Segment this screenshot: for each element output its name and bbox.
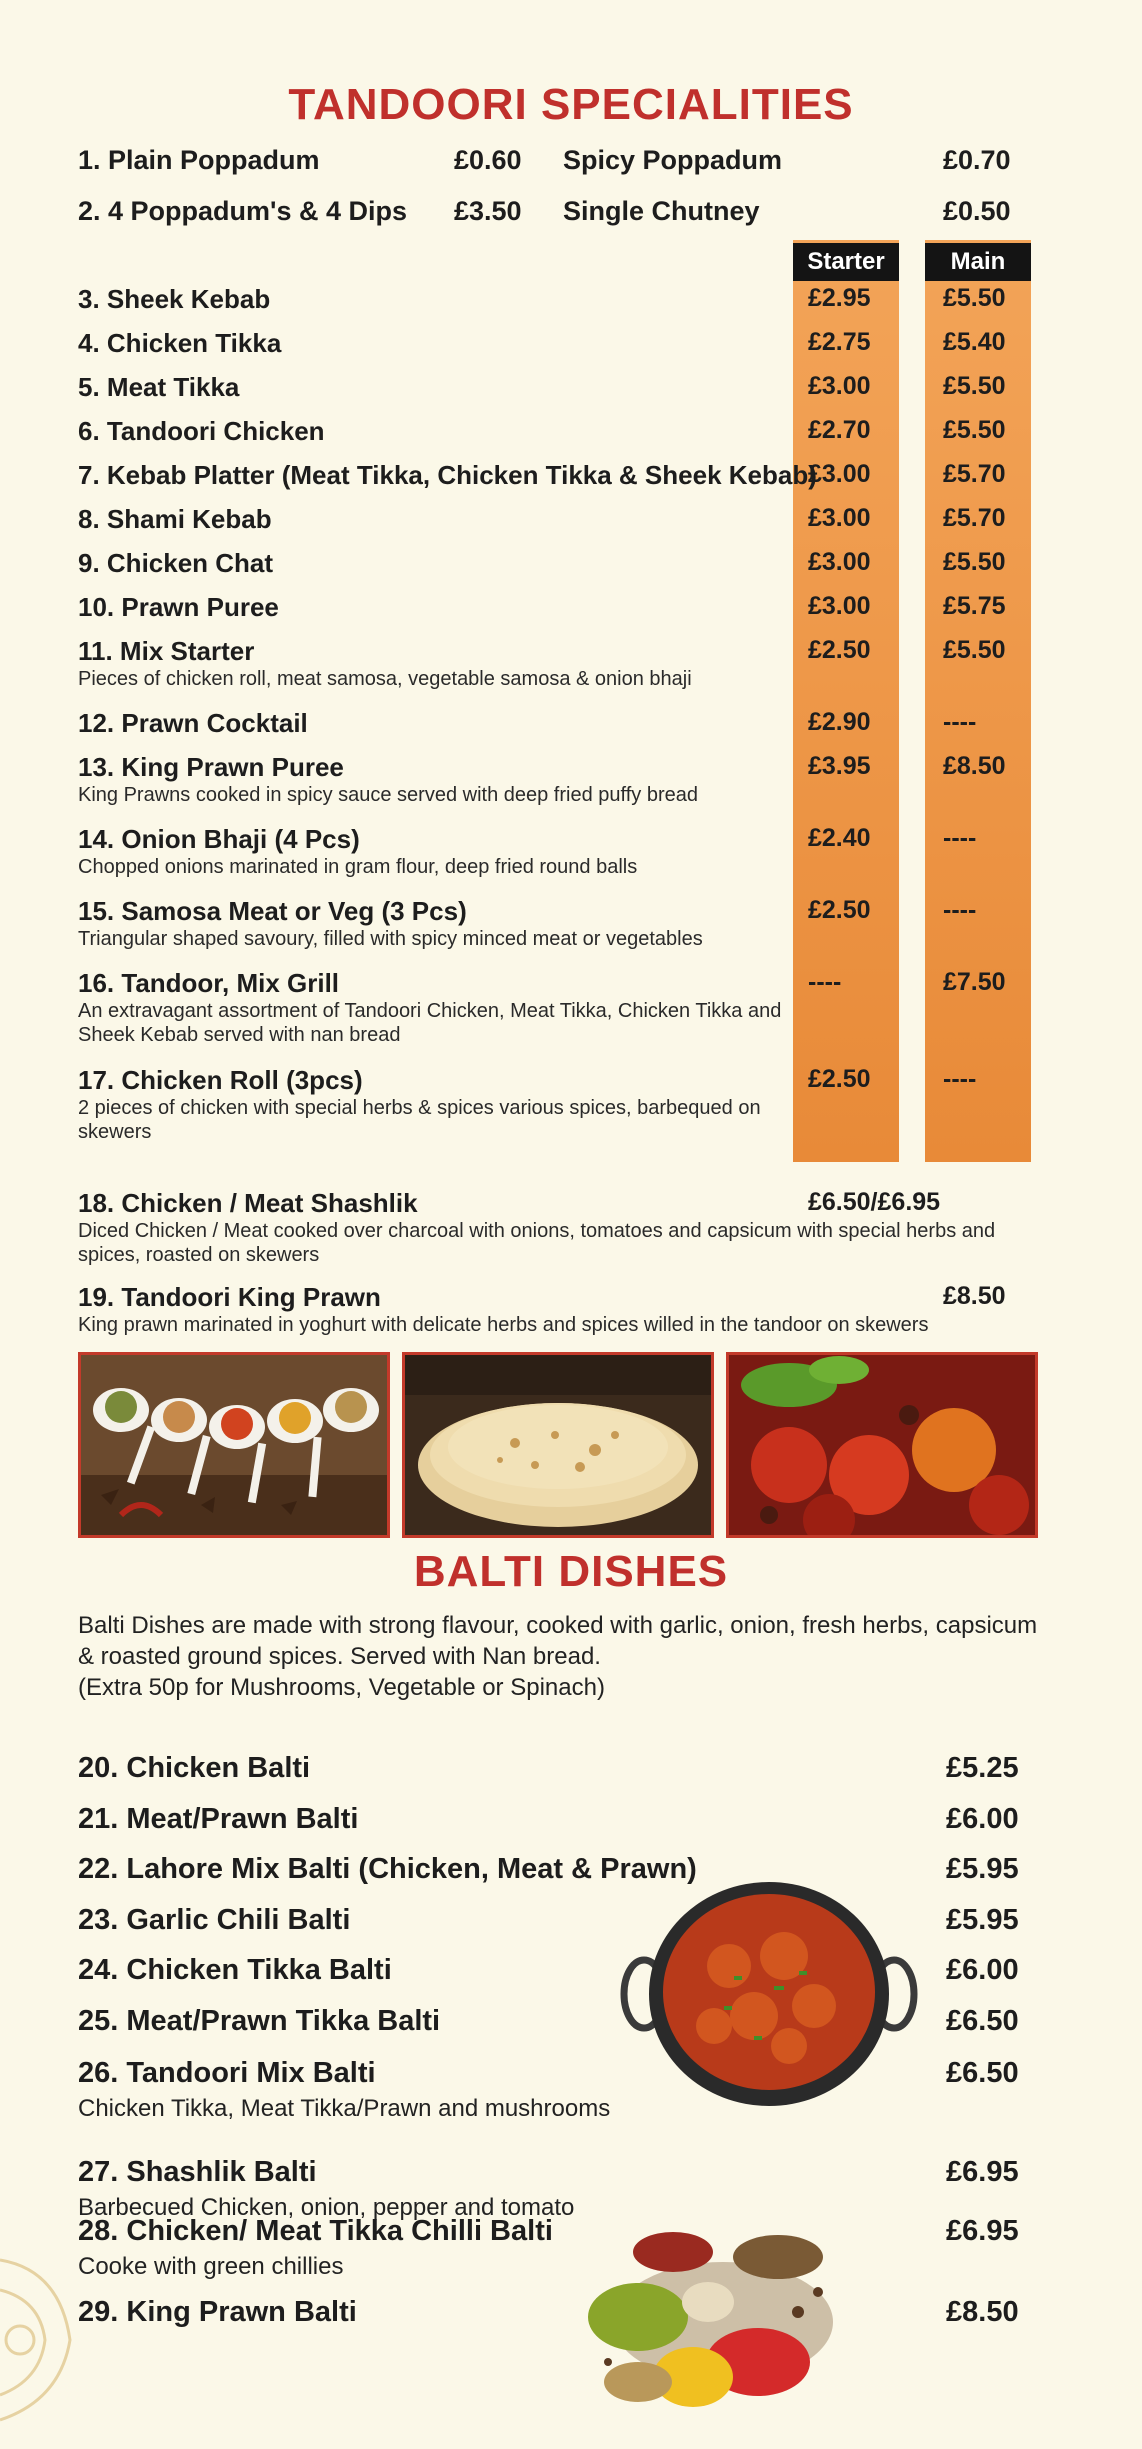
starter-price: £3.00 <box>808 460 871 488</box>
balti-item-price: £6.50 <box>946 2005 1019 2037</box>
menu-item-name: 10. Prawn Puree <box>78 592 279 622</box>
menu-item-name: 18. Chicken / Meat Shashlik <box>78 1188 418 1218</box>
menu-item-name: 1. Plain Poppadum <box>78 145 320 175</box>
balti-item-name: 26. Tandoori Mix Balti <box>78 2057 376 2089</box>
starter-price: £2.95 <box>808 284 871 312</box>
menu-item-desc: Chopped onions marinated in gram flour, deep fried round balls <box>78 856 638 878</box>
balti-item-name: 20. Chicken Balti <box>78 1752 311 1784</box>
menu-item-price: £0.70 <box>943 145 1011 175</box>
balti-item-price: £5.95 <box>946 1853 1019 1885</box>
menu-item-price: £6.50/£6.95 <box>808 1188 941 1216</box>
menu-item-row <box>78 824 808 879</box>
menu-item-price: £0.60 <box>454 145 522 175</box>
menu-item-name: 17. Chicken Roll (3pcs) <box>78 1065 363 1095</box>
balti-item-desc: Barbecued Chicken, onion, pepper and tomato <box>78 2194 575 2221</box>
spices-spoons-image <box>78 1352 390 1538</box>
balti-intro-text: Balti Dishes are made with strong flavour, cooked with garlic, onion, fresh herbs, capsicum & roasted ground spices. Served with Nan bread. <box>78 1612 1038 1670</box>
menu-item-row <box>78 968 808 1047</box>
balti-item-price: £6.00 <box>946 1954 1019 1986</box>
menu-item-name: 12. Prawn Cocktail <box>78 708 308 738</box>
menu-item-row <box>78 460 817 491</box>
spice-piles-image <box>578 2212 868 2412</box>
menu-item-name: 15. Samosa Meat or Veg (3 Pcs) <box>78 896 467 926</box>
main-price: £5.70 <box>943 460 1006 488</box>
curry-dish-image <box>726 1352 1038 1538</box>
main-price: £5.40 <box>943 328 1006 356</box>
menu-item-desc: King prawn marinated in yoghurt with delicate herbs and spices willed in the tandoor on skewers <box>78 1314 929 1336</box>
balti-intro-note: (Extra 50p for Mushrooms, Vegetable or Spinach) <box>78 1674 605 1701</box>
menu-item-name: 16. Tandoor, Mix Grill <box>78 968 340 998</box>
main-price: £8.50 <box>943 752 1006 780</box>
menu-item-row <box>78 284 270 315</box>
menu-item-name: 8. Shami Kebab <box>78 504 272 534</box>
balti-item-name: 22. Lahore Mix Balti (Chicken, Meat & Prawn) <box>78 1853 697 1885</box>
menu-item-row <box>78 548 273 579</box>
main-price: ---- <box>943 896 977 924</box>
main-price: £5.50 <box>943 372 1006 400</box>
balti-item-name: 21. Meat/Prawn Balti <box>78 1803 359 1835</box>
paisley-ornament <box>0 2220 120 2444</box>
main-price: £5.50 <box>943 416 1006 444</box>
balti-item-name: 29. King Prawn Balti <box>78 2296 357 2328</box>
menu-item-desc: Triangular shaped savoury, filled with spicy minced meat or vegetables <box>78 928 703 950</box>
balti-item-price: £6.00 <box>946 1803 1019 1835</box>
menu-item-row <box>78 896 808 951</box>
menu-item-19 <box>78 1282 1078 1337</box>
tandoori-heading: TANDOORI SPECIALITIES <box>288 80 854 129</box>
menu-item-name: 9. Chicken Chat <box>78 548 274 578</box>
balti-item-price: £5.95 <box>946 1904 1019 1936</box>
menu-item-name: Single Chutney <box>563 196 760 226</box>
balti-item-desc: Chicken Tikka, Meat Tikka/Prawn and mushrooms <box>78 2095 611 2122</box>
menu-item-row <box>78 504 272 535</box>
starter-price: £2.70 <box>808 416 871 444</box>
main-price: £5.50 <box>943 284 1006 312</box>
menu-item-name: Spicy Poppadum <box>563 145 783 175</box>
menu-item-desc: Diced Chicken / Meat cooked over charcoal with onions, tomatoes and capsicum with special herbs and spices, roasted on skewers <box>78 1220 996 1266</box>
menu-item-name: 3. Sheek Kebab <box>78 284 271 314</box>
main-price: ---- <box>943 1065 977 1093</box>
main-price: £5.70 <box>943 504 1006 532</box>
menu-item-name: 14. Onion Bhaji (4 Pcs) <box>78 824 360 854</box>
menu-item-row <box>78 328 281 359</box>
main-price: £5.50 <box>943 548 1006 576</box>
starter-price: £2.40 <box>808 824 871 852</box>
balti-item-price: £6.50 <box>946 2057 1019 2089</box>
main-column-header: Main <box>925 243 1031 281</box>
balti-item-price: £6.95 <box>946 2215 1019 2247</box>
menu-item-desc: Pieces of chicken roll, meat samosa, vegetable samosa & onion bhaji <box>78 668 692 690</box>
menu-item-row <box>78 752 808 807</box>
balti-heading: BALTI DISHES <box>413 1547 729 1596</box>
balti-item-price: £5.25 <box>946 1752 1019 1784</box>
menu-item-desc: 2 pieces of chicken with special herbs & spices various spices, barbequed on skewers <box>78 1097 761 1143</box>
menu-item-desc: An extravagant assortment of Tandoori Chicken, Meat Tikka, Chicken Tikka and Sheek Kebab served with nan bread <box>78 1000 782 1046</box>
main-price: £7.50 <box>943 968 1006 996</box>
menu-item-name: 2. 4 Poppadum's & 4 Dips <box>78 196 407 226</box>
menu-item-name: 11. Mix Starter <box>78 636 255 666</box>
menu-item-name: 6. Tandoori Chicken <box>78 416 325 446</box>
naan-bread-image <box>402 1352 714 1538</box>
balti-item-desc: Cooke with green chillies <box>78 2253 344 2280</box>
balti-item-name: 28. Chicken/ Meat Tikka Chilli Balti <box>78 2215 553 2247</box>
main-price: ---- <box>943 824 977 852</box>
starter-price: £2.90 <box>808 708 871 736</box>
menu-item-name: 13. King Prawn Puree <box>78 752 344 782</box>
balti-item-name: 23. Garlic Chili Balti <box>78 1904 351 1936</box>
starter-price: £3.00 <box>808 504 871 532</box>
balti-bowl-image <box>614 1876 924 2112</box>
menu-item-price: £8.50 <box>943 1282 1006 1310</box>
starter-price: £2.75 <box>808 328 871 356</box>
menu-item-row <box>78 592 279 623</box>
menu-item-row <box>78 372 239 403</box>
menu-item-price: £0.50 <box>943 196 1011 226</box>
menu-item-row <box>78 1065 808 1144</box>
menu-item-row <box>78 708 308 739</box>
menu-item-desc: King Prawns cooked in spicy sauce served with deep fried puffy bread <box>78 784 698 806</box>
balti-item-name: 25. Meat/Prawn Tikka Balti <box>78 2005 441 2037</box>
starter-price: ---- <box>808 968 842 996</box>
balti-item-price: £8.50 <box>946 2296 1019 2328</box>
balti-intro <box>78 1610 1048 1703</box>
menu-item-name: 7. Kebab Platter (Meat Tikka, Chicken Tikka & Sheek Kebab) <box>78 460 817 490</box>
balti-item-price: £6.95 <box>946 2156 1019 2188</box>
starter-price: £2.50 <box>808 896 871 924</box>
main-price: £5.50 <box>943 636 1006 664</box>
menu-item-name: 4. Chicken Tikka <box>78 328 282 358</box>
menu-item-name: 19. Tandoori King Prawn <box>78 1282 381 1312</box>
starter-column-header: Starter <box>793 243 899 281</box>
menu-item-price: £3.50 <box>454 196 522 226</box>
balti-item-name: 27. Shashlik Balti <box>78 2156 317 2188</box>
menu-item-name: 5. Meat Tikka <box>78 372 240 402</box>
main-price: £5.75 <box>943 592 1006 620</box>
menu-item-row <box>78 416 325 447</box>
balti-item-name: 24. Chicken Tikka Balti <box>78 1954 392 1986</box>
starter-price: £2.50 <box>808 1065 871 1093</box>
menu-item-row <box>78 636 808 691</box>
starter-price: £3.00 <box>808 592 871 620</box>
starter-price: £3.00 <box>808 548 871 576</box>
starter-price: £3.00 <box>808 372 871 400</box>
starter-price: £3.95 <box>808 752 871 780</box>
starter-price: £2.50 <box>808 636 871 664</box>
main-price: ---- <box>943 708 977 736</box>
